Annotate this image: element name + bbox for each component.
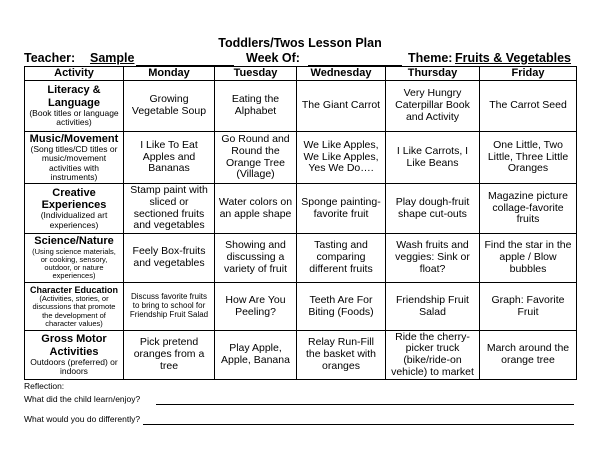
teacher-label: Teacher: [24, 51, 76, 65]
table-row [25, 234, 577, 283]
activity-cell [25, 132, 124, 184]
friday-cell: March around the orange tree [480, 331, 577, 380]
activity-cell [25, 234, 124, 283]
wednesday-cell: The Giant Carrot [297, 81, 386, 132]
column-header-tuesday: Tuesday [215, 67, 297, 81]
thursday-cell: Ride the cherry-picker truck (bike/ride-on vehicle) to market [386, 331, 480, 380]
monday-cell: Growing Vegetable Soup [124, 81, 215, 132]
reflection-label: Reflection: [24, 381, 65, 391]
column-header-activity: Activity [25, 67, 124, 81]
activity-description: (Book titles or language activities) [29, 107, 119, 128]
activity-cell [25, 81, 124, 132]
column-header-monday: Monday [124, 67, 215, 81]
reflection-answer-line-learn [156, 404, 574, 405]
theme-value: Fruits & Vegetables [455, 51, 572, 65]
monday-cell: Pick pretend oranges from a tree [124, 331, 215, 380]
table-row [25, 331, 577, 380]
activity-description: (Song titles/CD titles or music/movement activities with instruments) [30, 143, 118, 182]
tuesday-cell: Go Round and Round the Orange Tree (Village) [215, 132, 297, 184]
reflection-answer-line-differently [143, 424, 574, 425]
header-row [24, 51, 580, 67]
activity-title: Music/Movement [29, 132, 119, 145]
activity-title: Gross Motor Activities [41, 333, 107, 358]
activity-cell [25, 184, 124, 234]
table-row [25, 184, 577, 234]
wednesday-cell: Teeth Are For Biting (Foods) [297, 283, 386, 331]
table-row [25, 283, 577, 331]
thursday-cell: I Like Carrots, I Like Beans [386, 132, 480, 184]
week-label: Week Of: [246, 51, 300, 65]
lesson-plan-table [24, 66, 577, 380]
friday-cell: Graph: Favorite Fruit [480, 283, 577, 331]
thursday-cell: Wash fruits and veggies: Sink or float? [386, 234, 480, 283]
monday-cell: I Like To Eat Apples and Bananas [124, 132, 215, 184]
activity-title: Science/Nature [34, 235, 114, 248]
theme-label: Theme: [408, 51, 453, 65]
activity-cell [25, 283, 124, 331]
activity-description: Outdoors (preferred) or indoors [30, 356, 118, 377]
table-header-row [25, 67, 577, 81]
wednesday-cell: Tasting and comparing different fruits [297, 234, 386, 283]
tuesday-cell: How Are You Peeling? [215, 283, 297, 331]
column-header-wednesday: Wednesday [297, 67, 386, 81]
tuesday-cell: Eating the Alphabet [215, 81, 297, 132]
reflection-question-learn: What did the child learn/enjoy? [24, 394, 141, 404]
activity-title: Literacy & Language [47, 84, 101, 109]
thursday-cell: Play dough-fruit shape cut-outs [386, 184, 480, 234]
activity-cell [25, 331, 124, 380]
friday-cell: Find the star in the apple / Blow bubbles [480, 234, 577, 283]
teacher-value: Sample [90, 51, 135, 65]
tuesday-cell: Water colors on an apple shape [215, 184, 297, 234]
friday-cell: The Carrot Seed [480, 81, 577, 132]
wednesday-cell: Sponge painting-favorite fruit [297, 184, 386, 234]
tuesday-cell: Showing and discussing a variety of fruit [215, 234, 297, 283]
monday-cell: Discuss favorite fruits to bring to school for Friendship Fruit Salad [124, 283, 215, 331]
column-header-friday: Friday [480, 67, 577, 81]
activity-title: Character Education [29, 284, 119, 295]
wednesday-cell: We Like Apples, We Like Apples, Yes We Do…. [297, 132, 386, 184]
activity-description: (Using science materials, or cooking, sensory, outdoor, or nature experiences) [32, 246, 116, 281]
table-row [25, 132, 577, 184]
friday-cell: One Little, Two Little, Three Little Oranges [480, 132, 577, 184]
reflection-question-differently: What would you do differently? [24, 414, 141, 424]
activity-title: Creative Experiences [41, 186, 107, 212]
monday-cell: Feely Box-fruits and vegetables [124, 234, 215, 283]
page-title: Toddlers/Twos Lesson Plan [218, 36, 382, 50]
activity-description: (Individualized art experiences) [40, 210, 108, 230]
wednesday-cell: Relay Run-Fill the basket with oranges [297, 331, 386, 380]
table-row [25, 81, 577, 132]
thursday-cell: Very Hungry Caterpillar Book and Activity [386, 81, 480, 132]
monday-cell: Stamp paint with sliced or sectioned fruits and vegetables [124, 184, 215, 234]
activity-description: (Activities, stories, or discussions that promote the development of character values) [32, 294, 116, 328]
tuesday-cell: Play Apple, Apple, Banana [215, 331, 297, 380]
thursday-cell: Friendship Fruit Salad [386, 283, 480, 331]
column-header-thursday: Thursday [386, 67, 480, 81]
friday-cell: Magazine picture collage-favorite fruits [480, 184, 577, 234]
